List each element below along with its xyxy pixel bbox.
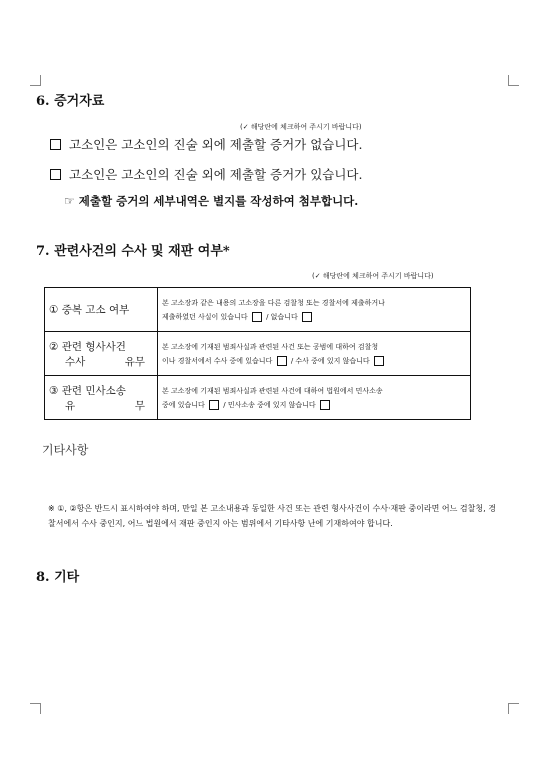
other-matters-label: 기타사항 bbox=[42, 443, 89, 457]
evidence-attach-line bbox=[64, 193, 358, 209]
evidence-attach-text: 제출할 증거의 세부내역은 별지를 작성하여 첨부합니다. bbox=[78, 194, 359, 208]
evidence-have-option[interactable] bbox=[50, 165, 362, 183]
evidence-none-option[interactable] bbox=[50, 135, 362, 153]
duplicate-complaint-label: ① 중복 고소 여부 bbox=[45, 288, 158, 332]
section-8-heading: 8. 기타 bbox=[36, 570, 80, 585]
evidence-have-checkbox[interactable] bbox=[50, 169, 61, 180]
evidence-none-label: 고소인은 고소인의 진술 외에 제출할 증거가 없습니다. bbox=[69, 137, 363, 152]
crop-mark-top-right bbox=[508, 75, 519, 86]
evidence-none-checkbox[interactable] bbox=[50, 139, 61, 150]
evidence-have-label: 고소인은 고소인의 진술 외에 제출할 증거가 있습니다. bbox=[69, 167, 363, 182]
investigation-no-checkbox[interactable] bbox=[374, 356, 384, 366]
related-cases-table bbox=[44, 287, 471, 420]
footnote: ※ ①, ②항은 반드시 표시하여야 하며, 만일 본 고소내용과 동일한 사건 또는 관련 형사사건이 수사·재판 중이라면 어느 검찰청, 경찰서에서 수사 중인지, 어느 법원에서 재판 중인지 아는 범위에서 기타사항 난에 기재하여야 합니다. bbox=[48, 504, 496, 528]
section-6-check-note: (✓ 해당란에 체크하여 주시기 바랍니다) bbox=[240, 123, 362, 131]
table-row bbox=[45, 332, 471, 376]
criminal-case-desc: 본 고소장에 기재된 범죄사실과 관련된 사건 또는 공범에 대하여 검찰청 이나 경찰서에서 수사 중에 있습니다 / 수사 중에 있지 않습니다 bbox=[158, 332, 471, 376]
criminal-case-label: ② 관련 형사사건 수사 유무 bbox=[45, 332, 158, 376]
duplicate-yes-checkbox[interactable] bbox=[252, 312, 262, 322]
civil-suit-yes-checkbox[interactable] bbox=[209, 400, 219, 410]
table-row bbox=[45, 376, 471, 420]
crop-mark-top-left bbox=[30, 75, 41, 86]
section-6-heading: 6. 증거자료 bbox=[36, 94, 105, 109]
civil-suit-no-checkbox[interactable] bbox=[320, 400, 330, 410]
duplicate-complaint-desc: 본 고소장과 같은 내용의 고소장을 다른 검찰청 또는 경찰서에 제출하거나 제출하였던 사실이 있습니다 / 없습니다 bbox=[158, 288, 471, 332]
pointing-hand-icon: ☞ bbox=[64, 194, 75, 208]
table-row bbox=[45, 288, 471, 332]
civil-suit-label: ③ 관련 민사소송 유 무 bbox=[45, 376, 158, 420]
investigation-yes-checkbox[interactable] bbox=[277, 356, 287, 366]
civil-suit-desc: 본 고소장에 기재된 범죄사실과 관련된 사건에 대하여 법원에서 민사소송 중에 있습니다 / 민사소송 중에 있지 않습니다 bbox=[158, 376, 471, 420]
crop-mark-bottom-left bbox=[30, 703, 41, 714]
section-7-check-note: (✓ 해당란에 체크하여 주시기 바랍니다) bbox=[312, 272, 434, 280]
duplicate-no-checkbox[interactable] bbox=[302, 312, 312, 322]
crop-mark-bottom-right bbox=[508, 703, 519, 714]
section-7-heading: 7. 관련사건의 수사 및 재판 여부* bbox=[36, 244, 230, 259]
